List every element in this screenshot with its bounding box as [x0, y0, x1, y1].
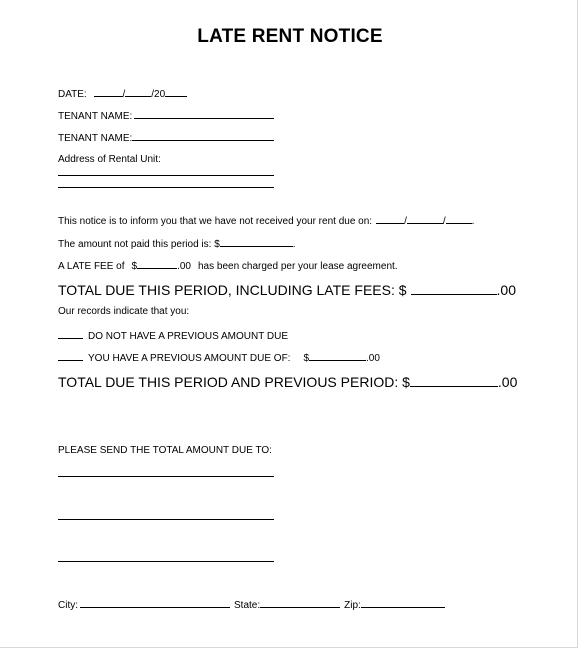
option-previous-blank[interactable]: [309, 350, 366, 361]
option-no-previous-row: [58, 328, 288, 343]
date-day-blank[interactable]: [125, 86, 151, 97]
state-label: State:: [234, 600, 261, 611]
amount-not-paid-end: .: [292, 239, 296, 250]
late-fee-suffix: has been charged per your lease agreement.: [197, 261, 398, 272]
city-state-zip-row: [58, 597, 445, 612]
send-to-line-3[interactable]: [58, 561, 274, 562]
document-title: LATE RENT NOTICE: [197, 26, 383, 47]
late-fee-row: [58, 258, 398, 273]
late-fee-blank[interactable]: [137, 258, 177, 269]
tenant-name-label-1: TENANT NAME:: [58, 111, 133, 122]
late-fee-cents: .00: [177, 261, 191, 272]
address-line-2[interactable]: [58, 187, 274, 188]
tenant-name-blank-2[interactable]: [132, 130, 274, 141]
date-year-blank[interactable]: [165, 86, 187, 97]
date-year-prefix: /20: [151, 89, 166, 100]
due-day-blank[interactable]: [407, 213, 443, 224]
date-row: [58, 86, 187, 101]
notice-end: .: [471, 216, 475, 227]
option-no-previous-label: DO NOT HAVE A PREVIOUS AMOUNT DUE: [88, 331, 289, 342]
send-to-row: [58, 445, 272, 457]
due-sep-1: /: [404, 216, 407, 227]
total-late-blank[interactable]: [411, 281, 497, 295]
address-row: [58, 154, 161, 166]
option-previous-dollar: $: [303, 353, 310, 364]
city-blank[interactable]: [80, 597, 230, 608]
zip-blank[interactable]: [361, 597, 445, 608]
tenant-name-row-2: [58, 130, 274, 145]
option-no-previous-check[interactable]: [58, 328, 83, 339]
date-label: DATE:: [58, 89, 87, 100]
option-previous-cents: .00: [366, 353, 380, 364]
send-to-line-2[interactable]: [58, 519, 274, 520]
total-late-row: [58, 281, 516, 298]
total-late-cents: .00: [496, 282, 516, 298]
due-month-blank[interactable]: [376, 213, 404, 224]
state-blank[interactable]: [260, 597, 340, 608]
notice-row: [58, 213, 474, 228]
address-line-1[interactable]: [58, 175, 274, 176]
zip-label: Zip:: [344, 600, 361, 611]
tenant-name-blank-1[interactable]: [134, 108, 274, 119]
records-row: [58, 306, 189, 318]
tenant-name-row-1: [58, 108, 274, 123]
records-label: Our records indicate that you:: [58, 306, 190, 317]
send-to-line-1[interactable]: [58, 476, 274, 477]
due-sep-2: /: [442, 216, 446, 227]
address-label: Address of Rental Unit:: [58, 154, 161, 165]
total-previous-cents: .00: [497, 374, 518, 390]
total-previous-label: TOTAL DUE THIS PERIOD AND PREVIOUS PERIOD: $: [58, 374, 410, 390]
total-previous-blank[interactable]: [410, 373, 498, 387]
total-previous-row: [58, 373, 517, 390]
amount-not-paid-row: [58, 236, 296, 251]
tenant-name-label-2: TENANT NAME:: [58, 133, 133, 144]
option-previous-check[interactable]: [58, 350, 83, 361]
option-previous-row: [58, 350, 380, 365]
send-to-label: PLEASE SEND THE TOTAL AMOUNT DUE TO:: [58, 445, 272, 456]
notice-text: This notice is to inform you that we have not received your rent due on:: [58, 216, 373, 227]
late-fee-prefix: A LATE FEE of: [58, 261, 125, 272]
total-late-label: TOTAL DUE THIS PERIOD, INCLUDING LATE FEES: $: [58, 282, 407, 298]
amount-not-paid-blank[interactable]: [220, 236, 293, 247]
due-year-blank[interactable]: [446, 213, 472, 224]
date-sep-1: /: [122, 89, 126, 100]
amount-not-paid-label: The amount not paid this period is: $: [58, 239, 220, 250]
city-label: City:: [58, 600, 78, 611]
date-month-blank[interactable]: [94, 86, 123, 97]
late-fee-dollar: $: [131, 261, 138, 272]
option-previous-label: YOU HAVE A PREVIOUS AMOUNT DUE OF:: [88, 353, 291, 364]
